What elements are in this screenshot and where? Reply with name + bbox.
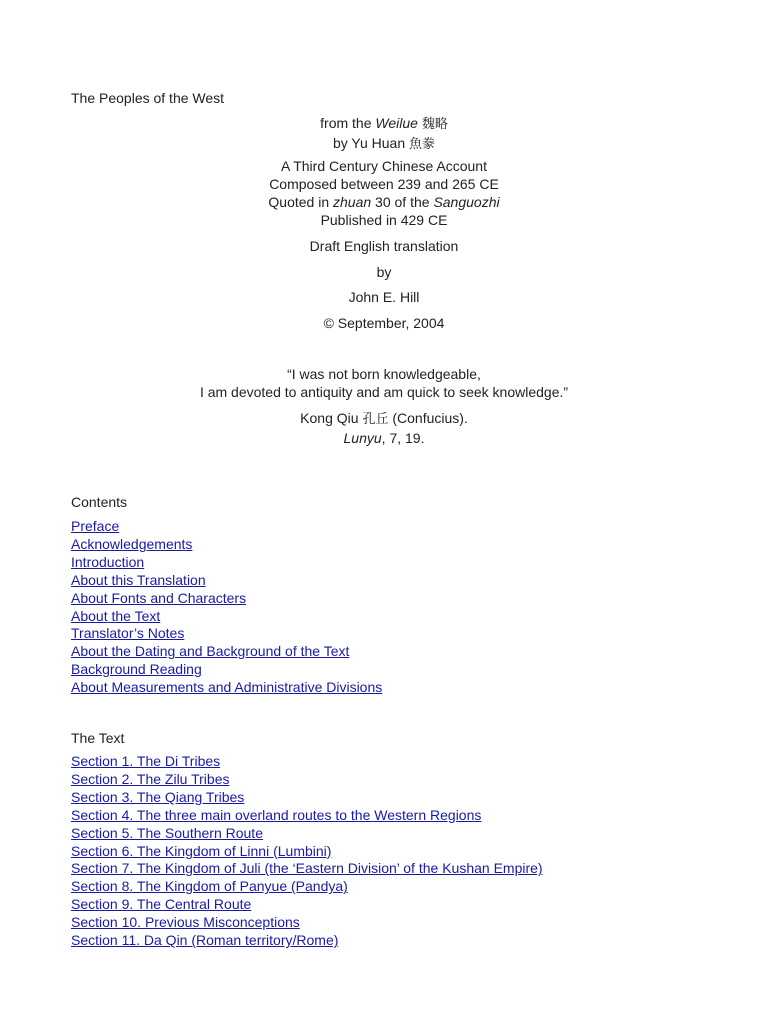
section-link-7[interactable]: Section 7. The Kingdom of Juli (the ‘Eastern Division’ of the Kushan Empire) (71, 860, 543, 877)
list-item (71, 860, 543, 878)
copyright-line: © September, 2004 (323, 315, 445, 331)
toc-link-introduction[interactable]: Introduction (71, 553, 145, 570)
weilue-cjk: 魏略 (421, 117, 448, 132)
list-item (71, 807, 543, 825)
from-prefix: from the (320, 115, 372, 131)
contents-list (71, 518, 382, 697)
section-link-1[interactable]: Section 1. The Di Tribes (71, 753, 221, 769)
section-link-2[interactable]: Section 2. The Zilu Tribes (71, 770, 230, 787)
toc-link-acknowledgements[interactable]: Acknowledgements (71, 535, 193, 552)
section-link-5[interactable]: Section 5. The Southern Route (71, 824, 263, 841)
quoted-sanguozhi: Sanguozhi (433, 194, 500, 210)
attribution-suffix: (Confucius). (392, 410, 468, 426)
attribution-line (0, 409, 768, 429)
subtitle-line-1: A Third Century Chinese Account (281, 158, 487, 174)
document-title: The Peoples of the West (71, 90, 225, 106)
list-item (71, 661, 382, 679)
source-reference (0, 429, 768, 447)
section-link-9[interactable]: Section 9. The Central Route (71, 896, 252, 913)
author-name: by Yu Huan (332, 135, 406, 151)
list-item (71, 753, 543, 771)
title-block (0, 114, 768, 154)
toc-link-about-text[interactable]: About the Text (71, 607, 161, 624)
list-item (71, 643, 382, 661)
source-title: Lunyu (343, 430, 382, 446)
text-heading: The Text (71, 730, 125, 746)
quoted-zhuan: zhuan (333, 194, 372, 210)
list-item (71, 896, 543, 914)
list-item (71, 914, 543, 932)
toc-link-preface[interactable]: Preface (71, 518, 120, 534)
sections-list (71, 753, 543, 950)
section-link-11[interactable]: Section 11. Da Qin (Roman territory/Rome) (71, 932, 339, 949)
list-item (71, 878, 543, 896)
epigraph-line-2: I am devoted to antiquity and am quick to seek knowledge.” (199, 384, 569, 400)
toc-link-measurements[interactable]: About Measurements and Administrative Divisions (71, 679, 383, 696)
contents-heading: Contents (71, 494, 128, 510)
toc-link-about-fonts[interactable]: About Fonts and Characters (71, 589, 247, 606)
list-item (71, 825, 543, 843)
quoted-middle: 30 of the (375, 194, 430, 210)
author-line (0, 134, 768, 154)
list-item (71, 554, 382, 572)
by-line: by (376, 264, 392, 280)
attribution-name: Kong Qiu (300, 410, 359, 426)
quoted-line (0, 193, 768, 211)
section-link-4[interactable]: Section 4. The three main overland routes to the Western Regions (71, 806, 482, 823)
list-item (71, 518, 382, 536)
list-item (71, 679, 382, 697)
list-item (71, 771, 543, 789)
source-line (0, 114, 768, 134)
quoted-prefix: Quoted in (268, 194, 330, 210)
list-item (71, 789, 543, 807)
list-item (71, 536, 382, 554)
attribution-cjk: 孔丘 (362, 412, 389, 427)
subtitle-line-2: Composed between 239 and 265 CE (269, 176, 499, 192)
list-item (71, 590, 382, 608)
section-link-10[interactable]: Section 10. Previous Misconceptions (71, 914, 300, 931)
toc-link-dating-background[interactable]: About the Dating and Background of the Text (71, 643, 350, 660)
epigraph-attribution (0, 409, 768, 447)
source-ref: , 7, 19. (381, 430, 425, 446)
list-item (71, 608, 382, 626)
author-cjk: 魚豢 (409, 137, 436, 152)
epigraph-line-1: “I was not born knowledgeable, (287, 366, 481, 382)
published-line: Published in 429 CE (320, 212, 448, 228)
weilue-title: Weilue (375, 115, 418, 131)
section-link-8[interactable]: Section 8. The Kingdom of Panyue (Pandya) (71, 878, 348, 895)
section-link-6[interactable]: Section 6. The Kingdom of Linni (Lumbini) (71, 842, 332, 859)
draft-line: Draft English translation (309, 238, 459, 254)
list-item (71, 572, 382, 590)
toc-link-translators-notes[interactable]: Translator’s Notes (71, 625, 185, 642)
translator-name: John E. Hill (348, 289, 420, 305)
list-item (71, 843, 543, 861)
subtitle-block (0, 157, 768, 229)
toc-link-about-translation[interactable]: About this Translation (71, 571, 206, 588)
toc-link-background-reading[interactable]: Background Reading (71, 661, 202, 678)
section-link-3[interactable]: Section 3. The Qiang Tribes (71, 788, 245, 805)
list-item (71, 625, 382, 643)
list-item (71, 932, 543, 950)
epigraph (0, 365, 768, 401)
